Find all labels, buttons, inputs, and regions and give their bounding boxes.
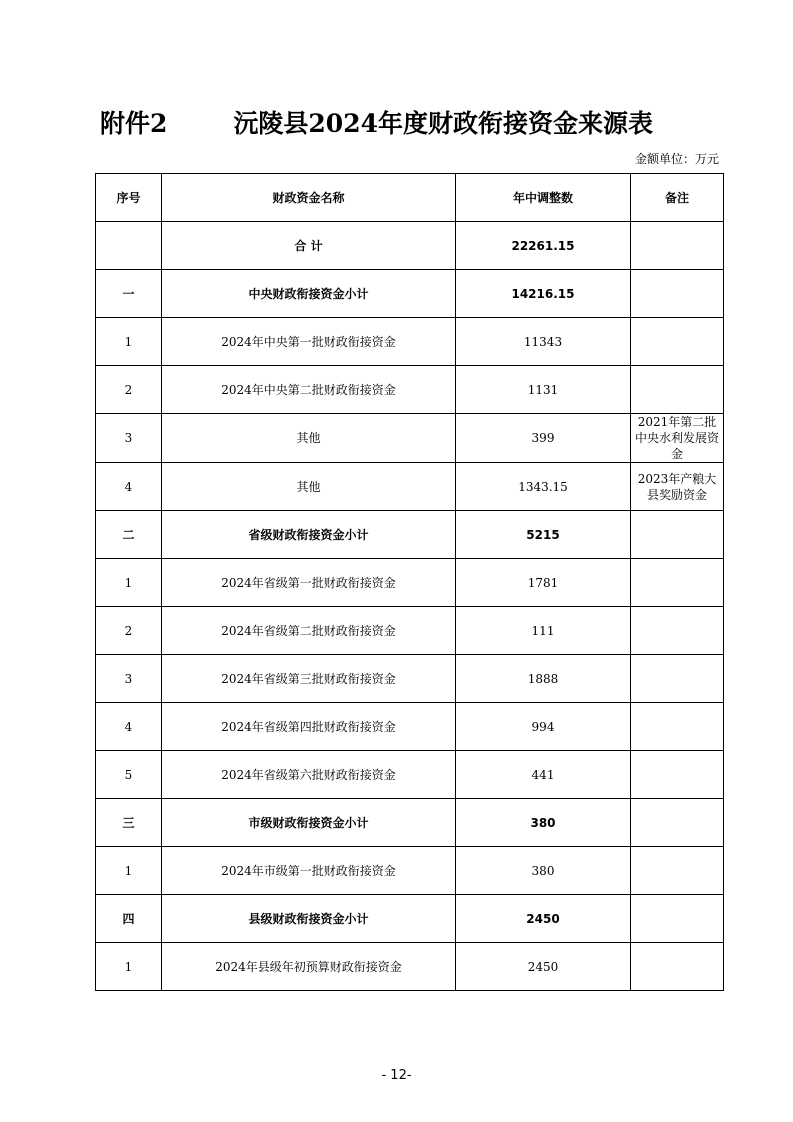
- cell-note: [631, 559, 724, 607]
- table-row: [96, 463, 724, 511]
- table-row: [96, 222, 724, 270]
- cell-seq: 1: [96, 318, 162, 366]
- cell-name: 2024年中央第二批财政衔接资金: [162, 366, 456, 414]
- cell-amount: 1888: [456, 655, 631, 703]
- cell-name: 2024年省级第六批财政衔接资金: [162, 751, 456, 799]
- table-row: [96, 414, 724, 463]
- cell-seq: 3: [96, 414, 162, 463]
- cell-seq: 2: [96, 366, 162, 414]
- table-row: [96, 895, 724, 943]
- cell-name: 市级财政衔接资金小计: [162, 799, 456, 847]
- cell-amount: 5215: [456, 511, 631, 559]
- table-row: [96, 703, 724, 751]
- cell-name: 县级财政衔接资金小计: [162, 895, 456, 943]
- cell-amount: 380: [456, 847, 631, 895]
- cell-amount: 111: [456, 607, 631, 655]
- cell-amount: 2450: [456, 943, 631, 991]
- cell-amount: 441: [456, 751, 631, 799]
- attachment-label: 附件2: [100, 109, 168, 138]
- table-row: [96, 318, 724, 366]
- table-row: [96, 655, 724, 703]
- cell-note: [631, 847, 724, 895]
- cell-note: [631, 895, 724, 943]
- cell-amount: 14216.15: [456, 270, 631, 318]
- table-row: [96, 751, 724, 799]
- cell-amount: 2450: [456, 895, 631, 943]
- cell-amount: 399: [456, 414, 631, 463]
- cell-amount: 1131: [456, 366, 631, 414]
- cell-amount: 380: [456, 799, 631, 847]
- cell-name: 合 计: [162, 222, 456, 270]
- page-number: - 12-: [381, 1068, 412, 1083]
- cell-name: 其他: [162, 414, 456, 463]
- cell-name: 其他: [162, 463, 456, 511]
- cell-name: 2024年省级第三批财政衔接资金: [162, 655, 456, 703]
- cell-note: [631, 318, 724, 366]
- cell-name: 2024年省级第四批财政衔接资金: [162, 703, 456, 751]
- cell-seq: 一: [96, 270, 162, 318]
- cell-name: 2024年市级第一批财政衔接资金: [162, 847, 456, 895]
- cell-note: [631, 655, 724, 703]
- cell-seq: 1: [96, 847, 162, 895]
- table-header-row: [96, 174, 724, 222]
- cell-name: 2024年县级年初预算财政衔接资金: [162, 943, 456, 991]
- funding-source-table: [95, 173, 724, 991]
- unit-label: 金额单位：万元: [634, 152, 719, 166]
- table-row: [96, 607, 724, 655]
- cell-name: 2024年省级第二批财政衔接资金: [162, 607, 456, 655]
- cell-note: [631, 222, 724, 270]
- table-row: [96, 511, 724, 559]
- cell-note: [631, 943, 724, 991]
- cell-seq: 二: [96, 511, 162, 559]
- cell-amount: 22261.15: [456, 222, 631, 270]
- cell-seq: 5: [96, 751, 162, 799]
- table-row: [96, 559, 724, 607]
- cell-name: 中央财政衔接资金小计: [162, 270, 456, 318]
- cell-note: [631, 607, 724, 655]
- cell-name: 2024年省级第一批财政衔接资金: [162, 559, 456, 607]
- table-title: 沅陵县2024年度财政衔接资金来源表: [233, 109, 653, 138]
- cell-note: 2021年第二批中央水利发展资金: [631, 414, 724, 463]
- table-row: [96, 799, 724, 847]
- table-row: [96, 270, 724, 318]
- table-row: [96, 366, 724, 414]
- cell-note: 2023年产粮大县奖励资金: [631, 463, 724, 511]
- cell-amount: 11343: [456, 318, 631, 366]
- cell-seq: 2: [96, 607, 162, 655]
- document-title: [100, 104, 653, 140]
- cell-seq: 4: [96, 703, 162, 751]
- cell-amount: 994: [456, 703, 631, 751]
- cell-note: [631, 799, 724, 847]
- cell-seq: [96, 222, 162, 270]
- cell-note: [631, 751, 724, 799]
- cell-amount: 1781: [456, 559, 631, 607]
- cell-note: [631, 366, 724, 414]
- table-row: [96, 847, 724, 895]
- header-amount: 年中调整数: [456, 174, 631, 222]
- header-seq: 序号: [96, 174, 162, 222]
- cell-seq: 四: [96, 895, 162, 943]
- cell-note: [631, 511, 724, 559]
- cell-name: 省级财政衔接资金小计: [162, 511, 456, 559]
- cell-note: [631, 270, 724, 318]
- cell-seq: 三: [96, 799, 162, 847]
- header-note: 备注: [631, 174, 724, 222]
- cell-seq: 4: [96, 463, 162, 511]
- header-name: 财政资金名称: [162, 174, 456, 222]
- cell-seq: 1: [96, 559, 162, 607]
- cell-amount: 1343.15: [456, 463, 631, 511]
- cell-name: 2024年中央第一批财政衔接资金: [162, 318, 456, 366]
- table-row: [96, 943, 724, 991]
- cell-note: [631, 703, 724, 751]
- cell-seq: 3: [96, 655, 162, 703]
- cell-seq: 1: [96, 943, 162, 991]
